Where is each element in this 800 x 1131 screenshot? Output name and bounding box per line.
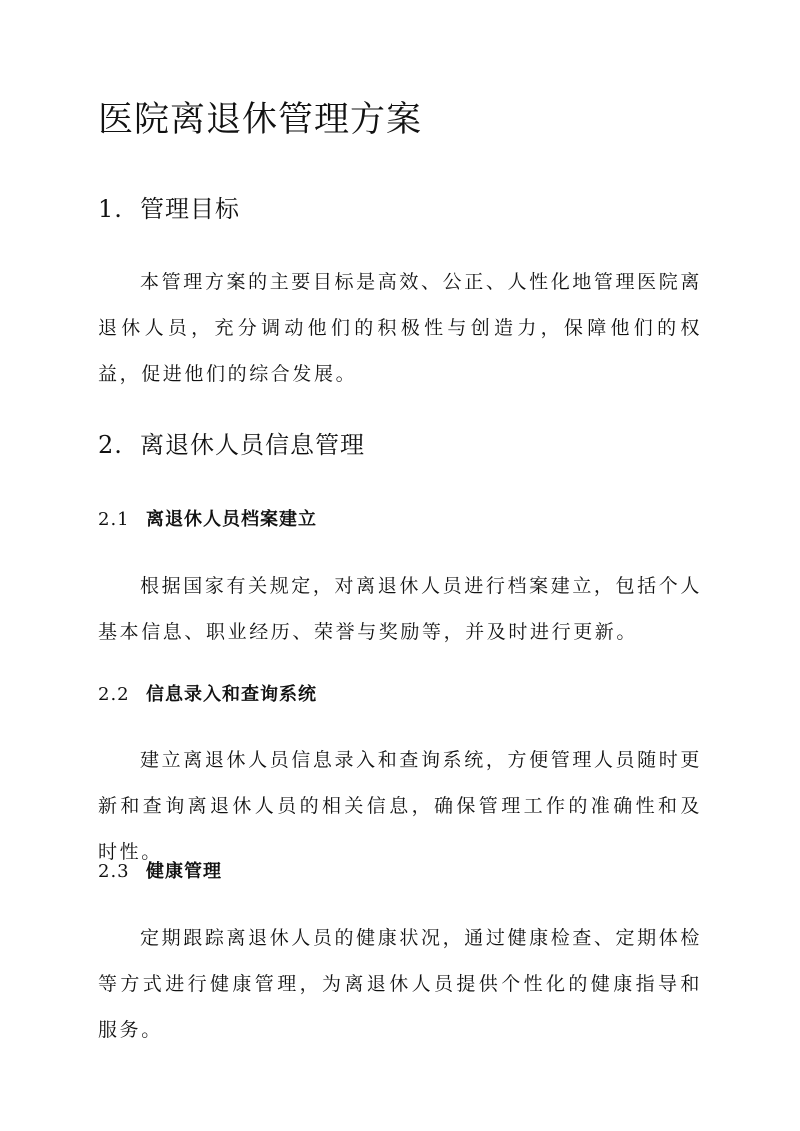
section-title: 离退休人员信息管理 <box>140 431 365 459</box>
subsection-heading <box>98 682 317 708</box>
section-number: 1. <box>98 195 123 223</box>
subsection-title: 健康管理 <box>146 861 222 882</box>
subsection-paragraph: 根据国家有关规定，对离退休人员进行档案建立，包括个人基本信息、职业经历、荣誉与奖励等，并及时进行更新。 <box>98 575 702 643</box>
subsection-number: 2.1 <box>98 509 130 530</box>
document-title: 医院离退休管理方案 <box>98 100 423 140</box>
subsection-title: 信息录入和查询系统 <box>146 684 317 705</box>
section-number: 2. <box>98 431 123 459</box>
subsection-heading <box>98 859 222 885</box>
section-title: 管理目标 <box>140 195 240 223</box>
section-heading <box>98 192 240 226</box>
subsection-paragraph: 建立离退休人员信息录入和查询系统，方便管理人员随时更新和查询离退休人员的相关信息，确保管理工作的准确性和及时性。 <box>98 749 702 863</box>
subsection-title: 离退休人员档案建立 <box>146 509 317 530</box>
section-heading <box>98 428 365 462</box>
subsection-number: 2.3 <box>98 861 130 882</box>
subsection-paragraph: 定期跟踪离退休人员的健康状况，通过健康检查、定期体检等方式进行健康管理，为离退休人员提供个性化的健康指导和服务。 <box>98 927 702 1041</box>
section-paragraph: 本管理方案的主要目标是高效、公正、人性化地管理医院离退休人员，充分调动他们的积极性与创造力，保障他们的权益，促进他们的综合发展。 <box>98 271 702 385</box>
subsection-heading <box>98 507 317 533</box>
subsection-number: 2.2 <box>98 684 130 705</box>
